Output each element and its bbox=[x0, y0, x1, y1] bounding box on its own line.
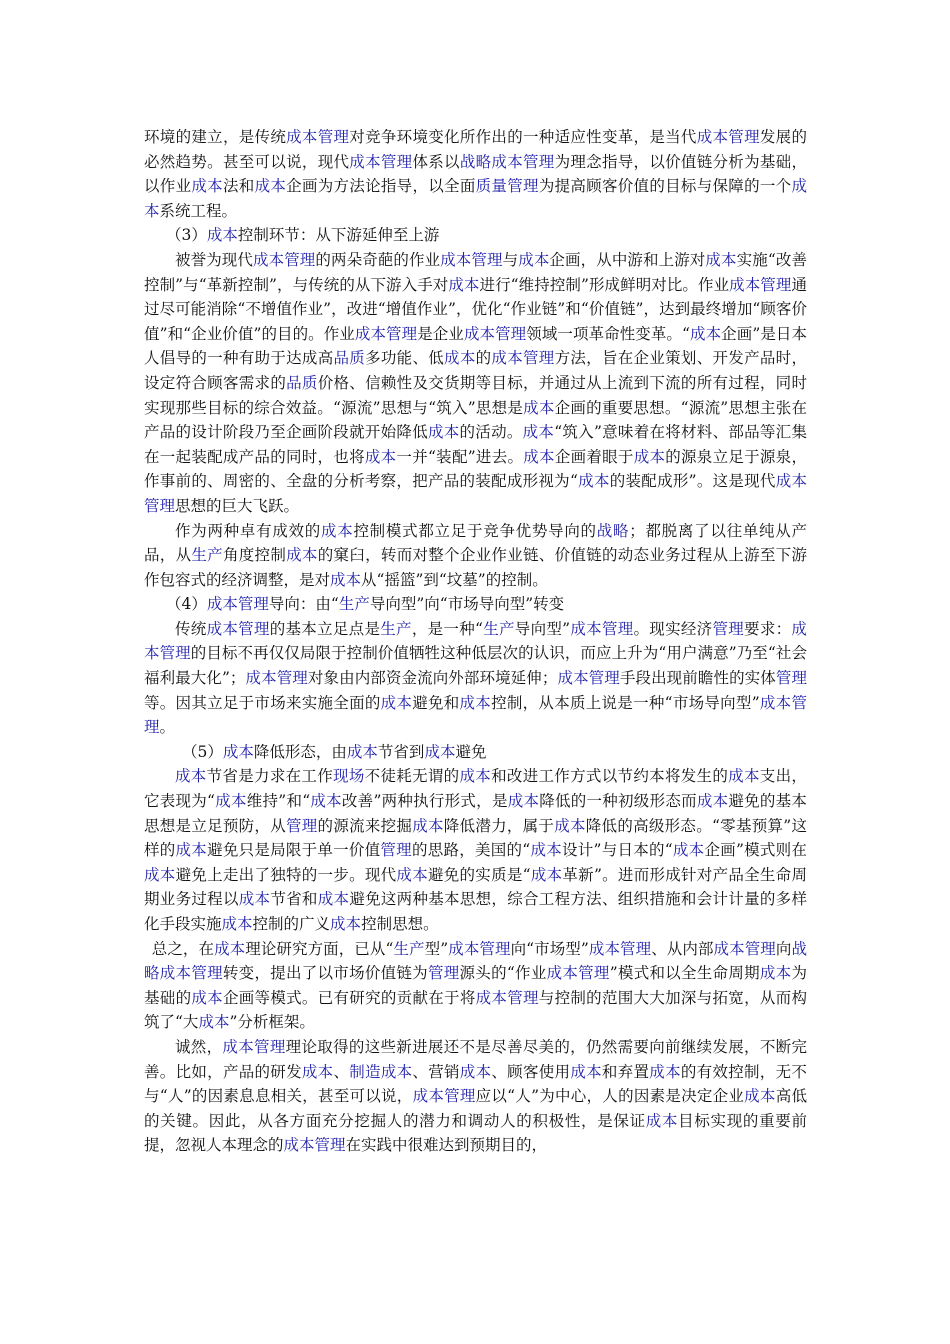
text-run: 环境的建立，是传统 bbox=[144, 128, 287, 146]
keyword-link[interactable]: 成本 bbox=[518, 250, 550, 269]
keyword-link[interactable]: 成本 bbox=[175, 841, 208, 860]
paragraph-p5 bbox=[144, 617, 807, 740]
text-run: “筑入”意味着在将材料、部品等汇集在一起装配成产品的同时，也将 bbox=[144, 423, 807, 466]
text-run: 实施“改善控制”与“革新控制”，与传统的从下游入手对 bbox=[144, 250, 807, 294]
keyword-link[interactable]: 成本管理 bbox=[440, 250, 503, 269]
text-run: ”模式和以全生命周期 bbox=[609, 964, 760, 983]
text-run: 被誉为现代 bbox=[175, 250, 253, 269]
keyword-link[interactable]: 战略 bbox=[144, 939, 807, 983]
text-run: 要求： bbox=[744, 619, 792, 638]
text-run: 的源流来挖掘 bbox=[317, 816, 413, 835]
paragraph-p2 bbox=[144, 248, 807, 519]
paragraph-p4 bbox=[144, 592, 807, 617]
text-run: （5） bbox=[182, 742, 223, 761]
text-run: 避免上走出了独特的一步。现代 bbox=[175, 865, 397, 884]
keyword-link[interactable]: 成本 bbox=[554, 816, 586, 835]
text-run: 控制的广义 bbox=[252, 915, 331, 933]
keyword-link[interactable]: 成本 bbox=[221, 915, 253, 933]
text-run: 的装配成形”。这是现代 bbox=[609, 472, 776, 491]
text-run: 不徒耗无谓的 bbox=[364, 767, 460, 786]
keyword-link[interactable]: 成本 bbox=[530, 865, 563, 884]
text-run: 革新”。进而形成针对产品全生命周期业务过程以 bbox=[144, 865, 807, 909]
text-run: 为提高顾客价值的目标与保障的一个 bbox=[538, 177, 792, 196]
keyword-link[interactable]: 成本 bbox=[198, 1013, 230, 1032]
text-run: 对象由内部资金流向外部环境延伸； bbox=[307, 669, 558, 688]
text-run: 控制环节：从下游延伸至上游 bbox=[237, 226, 440, 245]
text-run: 导向：由“ bbox=[268, 595, 339, 614]
text-run: 企画等模式。已有研究的贡献在于将 bbox=[222, 988, 476, 1007]
keyword-link[interactable]: 成本 bbox=[214, 939, 246, 958]
text-run: （3） bbox=[166, 226, 207, 245]
text-run: 避免的基本思想是立足预防，从 bbox=[144, 792, 807, 835]
keyword-link[interactable]: 成本 bbox=[459, 1062, 492, 1081]
text-run: 的思路，美国的“ bbox=[411, 841, 531, 860]
keyword-link[interactable]: 成本 bbox=[448, 275, 480, 294]
keyword-link[interactable]: 成本 bbox=[286, 546, 318, 565]
text-run: 对竞争环境变化所作出的一种适应性变革，是当代 bbox=[349, 128, 697, 146]
keyword-link[interactable]: 成本 bbox=[645, 1111, 679, 1130]
keyword-link[interactable]: 成本管理 bbox=[491, 349, 555, 368]
text-run: 控制思想。 bbox=[361, 915, 439, 933]
keyword-link[interactable]: 成本 bbox=[649, 1062, 681, 1081]
text-run: 降低的高级形态。“零基预算”这样的 bbox=[144, 816, 807, 860]
text-run: 与 bbox=[502, 250, 519, 269]
paragraph-p3 bbox=[144, 519, 807, 593]
text-run: 理论研究方面，已从“ bbox=[245, 939, 394, 958]
keyword-link[interactable]: 品质 bbox=[333, 349, 366, 368]
text-run: 目标实现的重要前提，忽视人本理念的 bbox=[144, 1111, 807, 1155]
keyword-link[interactable]: 成本 bbox=[427, 423, 460, 442]
text-run: 维持”和“ bbox=[246, 792, 311, 811]
keyword-link[interactable]: 成本 bbox=[310, 792, 342, 811]
keyword-link[interactable]: 成本管理 bbox=[546, 964, 610, 983]
keyword-link[interactable]: 成本管理 bbox=[412, 1087, 476, 1106]
text-run: 向 bbox=[775, 939, 792, 958]
text-run: 从“摇篮”到“坟墓”的控制。 bbox=[361, 570, 548, 589]
text-run: 节省到 bbox=[377, 742, 425, 761]
keyword-link[interactable]: 成本管理 bbox=[222, 1037, 286, 1056]
keyword-link[interactable]: 成本 bbox=[364, 447, 397, 466]
paragraph-p9 bbox=[144, 1035, 807, 1158]
keyword-link[interactable]: 成本 bbox=[523, 447, 555, 466]
keyword-link[interactable]: 质量管理 bbox=[475, 177, 539, 196]
text-run: 改善”两种执行形式，是 bbox=[341, 792, 508, 811]
keyword-link[interactable]: 成本管理 bbox=[588, 939, 652, 958]
text-run: 源头的“作业 bbox=[459, 964, 547, 983]
keyword-link[interactable]: 成本 bbox=[459, 693, 492, 712]
text-run: 系统工程。 bbox=[159, 201, 238, 220]
keyword-link[interactable]: 成本管理 bbox=[448, 939, 511, 958]
text-run: 降低潜力，属于 bbox=[443, 816, 555, 835]
keyword-link[interactable]: 成本管理 bbox=[253, 250, 316, 269]
text-run: 导向型” bbox=[514, 619, 571, 638]
keyword-link[interactable]: 成本 bbox=[689, 324, 722, 343]
keyword-link[interactable]: 成本 bbox=[144, 177, 807, 220]
keyword-link[interactable]: 成本管理 bbox=[696, 128, 760, 146]
text-run: 价格、信赖性及交货期等目标，并通过从上流到下流的所有过程，同时实现那些目标的综合效益。“源流”思想与“筑入”思想是 bbox=[144, 373, 807, 417]
text-run: 应以“人”为中心，人的因素是决定企业 bbox=[475, 1087, 745, 1106]
text-run: 在实践中很难达到预期目的， bbox=[345, 1136, 548, 1155]
text-run: 企画为方法论指导，以全面 bbox=[286, 177, 476, 196]
keyword-link[interactable]: 成本 bbox=[705, 250, 737, 269]
text-run: 诚然， bbox=[175, 1037, 223, 1056]
keyword-link[interactable]: 成本管理 bbox=[570, 619, 634, 638]
paragraph-p6 bbox=[144, 740, 807, 765]
text-run: 避免 bbox=[455, 742, 487, 761]
text-run: 降低形态，由 bbox=[253, 742, 347, 761]
text-run: 支出，它表现为“ bbox=[144, 767, 807, 811]
keyword-link[interactable]: 生产 bbox=[191, 546, 223, 565]
keyword-link[interactable]: 成本 bbox=[696, 792, 729, 811]
text-run: （4） bbox=[166, 595, 207, 614]
keyword-link[interactable]: 成本 bbox=[396, 865, 428, 884]
text-run: ，是一种“ bbox=[411, 619, 483, 638]
text-run: 进行“维持控制”形成鲜明对比。作业 bbox=[479, 275, 730, 294]
text-run: 和改进工作方式以节约本将发生的 bbox=[491, 767, 729, 786]
keyword-link[interactable]: 成本 bbox=[222, 742, 254, 761]
paragraph-p0 bbox=[144, 125, 807, 223]
keyword-link[interactable]: 成本 bbox=[412, 816, 444, 835]
text-run: 避免和 bbox=[412, 693, 460, 712]
keyword-link[interactable]: 制造成本 bbox=[349, 1062, 413, 1081]
text-run: 是企业 bbox=[417, 324, 464, 343]
keyword-link[interactable]: 管理 bbox=[712, 619, 745, 638]
keyword-link[interactable]: 生产 bbox=[338, 595, 370, 614]
keyword-link[interactable]: 成本 bbox=[238, 890, 271, 909]
paragraph-p8 bbox=[144, 937, 807, 1035]
document-page bbox=[144, 125, 807, 1158]
keyword-link[interactable]: 成本管理 bbox=[349, 152, 413, 171]
text-run: 多功能、低 bbox=[365, 349, 445, 368]
paragraph-p7 bbox=[144, 764, 807, 936]
text-run: 的目标不再仅仅局限于控制价值牺牲这种低层次的认识，而应上升为“用户满意”乃至“社会福利最大化”； bbox=[144, 644, 807, 688]
text-run: 的 bbox=[475, 349, 492, 368]
text-run: 导向型”向“市场导向型”转变 bbox=[369, 595, 565, 614]
keyword-link[interactable]: 成本管理 bbox=[206, 595, 269, 614]
text-run: 型” bbox=[424, 939, 449, 958]
keyword-link[interactable]: 品质 bbox=[286, 373, 318, 392]
text-run: 、顾客使用 bbox=[491, 1062, 571, 1081]
keyword-link[interactable]: 成本 bbox=[301, 1062, 334, 1081]
text-run: 节省是力求在工作 bbox=[206, 767, 334, 786]
text-run: 、营销 bbox=[412, 1062, 460, 1081]
keyword-link[interactable]: 成本 bbox=[380, 693, 413, 712]
keyword-link[interactable]: 成本管理 bbox=[283, 1136, 346, 1155]
text-run: 企画，从中游和上游对 bbox=[549, 250, 706, 269]
text-run: 避免的实质是“ bbox=[427, 865, 531, 884]
text-run: 领域一项革命性变革。“ bbox=[526, 324, 690, 343]
text-run: 总之，在 bbox=[151, 939, 215, 958]
keyword-link[interactable]: 成本 bbox=[459, 767, 492, 786]
text-run: 角度控制 bbox=[222, 546, 287, 565]
keyword-link[interactable]: 成本 bbox=[214, 792, 247, 811]
text-run: 手段出现前瞻性的实体 bbox=[619, 669, 776, 688]
keyword-link[interactable]: 成本 bbox=[522, 423, 555, 442]
keyword-link[interactable]: 成本 bbox=[424, 742, 456, 761]
text-run: 的基本立足点是 bbox=[269, 619, 381, 638]
text-run: 和弃置 bbox=[601, 1062, 650, 1081]
keyword-link[interactable]: 成本 bbox=[191, 177, 223, 196]
text-run: 为基础的 bbox=[144, 964, 807, 1007]
text-run: 与控制的范围大大加深与拓宽，从而构筑了“大 bbox=[144, 988, 807, 1032]
keyword-link[interactable]: 成本 bbox=[317, 890, 350, 909]
text-run: 避免这两种基本思想，综合工程方法、组织措施和会计计量的多样化手段实施 bbox=[144, 890, 807, 933]
text-run: 的窠臼，转而对整个企业作业链、价值链的动态业务过程从上游至下游作包容式的经济调整，是对 bbox=[144, 546, 807, 589]
keyword-link[interactable]: 成本 bbox=[577, 472, 610, 491]
keyword-link[interactable]: 成本管理 bbox=[245, 669, 308, 688]
text-run: 高低的关键。因此，从各方面充分挖掘人的潜力和调动人的积极性，是保证 bbox=[144, 1087, 807, 1130]
keyword-link[interactable]: 成本管理 bbox=[491, 152, 555, 171]
text-run: 、从内部 bbox=[651, 939, 714, 958]
keyword-link[interactable]: 成本 bbox=[633, 447, 666, 466]
text-run: 传统 bbox=[175, 619, 207, 638]
text-run: 的有效控制，无不与“人”的因素息息相关，甚至可以说， bbox=[144, 1062, 807, 1106]
text-run: 设计”与日本的“ bbox=[561, 841, 673, 860]
keyword-link[interactable]: 成本 bbox=[523, 398, 555, 417]
keyword-link[interactable]: 成本管理 bbox=[713, 939, 776, 958]
text-run: 、 bbox=[333, 1062, 350, 1081]
text-run: ；都脱离了以往单纯从产品，从 bbox=[144, 521, 807, 565]
keyword-link[interactable]: 管理 bbox=[285, 816, 318, 835]
keyword-link[interactable]: 成本管理 bbox=[463, 324, 527, 343]
keyword-link[interactable]: 成本 bbox=[254, 177, 287, 196]
text-run: 。现实经济 bbox=[633, 619, 713, 638]
keyword-link[interactable]: 生产 bbox=[380, 619, 412, 638]
text-run: 节省和 bbox=[270, 890, 318, 909]
keyword-link[interactable]: 成本 bbox=[759, 964, 792, 983]
keyword-link[interactable]: 成本 bbox=[330, 570, 362, 589]
keyword-link[interactable]: 管理 bbox=[775, 669, 807, 688]
text-run: 控制模式都立足于竞争优势导向的 bbox=[353, 521, 597, 540]
keyword-link[interactable]: 现场 bbox=[333, 767, 365, 786]
keyword-link[interactable]: 成本 bbox=[330, 915, 362, 933]
keyword-link[interactable]: 成本管理 bbox=[557, 669, 620, 688]
text-run: ”分析框架。 bbox=[229, 1013, 315, 1032]
text-run: 向“市场型” bbox=[510, 939, 589, 958]
text-run: 为理念指导，以价值链分析为基础，以作业 bbox=[144, 152, 807, 196]
text-run: 作为两种卓有成效的 bbox=[175, 521, 321, 540]
keyword-link[interactable]: 成本 bbox=[507, 792, 540, 811]
text-run: 发展的必然趋势。甚至可以说，现代 bbox=[144, 128, 807, 171]
keyword-link[interactable]: 成本管理 bbox=[729, 275, 792, 294]
keyword-link[interactable]: 成本 bbox=[144, 865, 176, 884]
text-run: 控制，从本质上说是一种“市场导向型” bbox=[491, 693, 760, 712]
keyword-link[interactable]: 成本管理 bbox=[144, 619, 807, 663]
keyword-link[interactable]: 战略 bbox=[459, 152, 492, 171]
keyword-link[interactable]: 管理 bbox=[380, 841, 412, 860]
keyword-link[interactable]: 成本 bbox=[444, 349, 476, 368]
keyword-link[interactable]: 成本 bbox=[728, 767, 760, 786]
text-run: 企画”是日本人倡导的一种有助于达成高 bbox=[144, 324, 807, 368]
text-run: 法和 bbox=[222, 177, 255, 196]
keyword-link[interactable]: 成本管理 bbox=[144, 693, 807, 737]
text-run: 的源泉立足于源泉，作事前的、周密的、全盘的分析考察，把产品的装配成形视为“ bbox=[144, 447, 807, 491]
text-run: 。 bbox=[159, 718, 176, 737]
keyword-link[interactable]: 成本 bbox=[530, 841, 562, 860]
keyword-link[interactable]: 管理 bbox=[427, 964, 460, 983]
paragraph-p1 bbox=[144, 223, 807, 248]
text-run: 降低的一种初级形态而 bbox=[539, 792, 697, 811]
text-run: 思想的巨大飞跃。 bbox=[175, 496, 300, 515]
text-run: 转变，提出了以市场价值链为 bbox=[222, 964, 428, 983]
keyword-link[interactable]: 成本 bbox=[570, 1062, 602, 1081]
text-run: 一并“装配”进去。 bbox=[396, 447, 524, 466]
keyword-link[interactable]: 成本管理 bbox=[286, 128, 350, 146]
keyword-link[interactable]: 成本管理 bbox=[206, 619, 270, 638]
keyword-link[interactable]: 成本 bbox=[321, 521, 354, 540]
text-run: 体系以 bbox=[412, 152, 460, 171]
text-run: 的活动。 bbox=[459, 423, 523, 442]
keyword-link[interactable]: 成本 bbox=[191, 988, 223, 1007]
keyword-link[interactable]: 成本管理 bbox=[475, 988, 539, 1007]
keyword-link[interactable]: 成本管理 bbox=[144, 472, 807, 515]
keyword-link[interactable]: 生产 bbox=[393, 939, 425, 958]
keyword-link[interactable]: 成本 bbox=[206, 226, 238, 245]
keyword-link[interactable]: 生产 bbox=[482, 619, 515, 638]
text-run: 通过尽可能消除“不增值作业”，改进“增值作业”，优化“作业链”和“价值链”，达到最终增加“顾客价值”和“企业价值”的目的。作业 bbox=[144, 275, 807, 343]
keyword-link[interactable]: 成本 bbox=[175, 767, 207, 786]
keyword-link[interactable]: 成本管理 bbox=[159, 964, 223, 983]
keyword-link[interactable]: 成本管理 bbox=[354, 324, 418, 343]
keyword-link[interactable]: 成本 bbox=[346, 742, 378, 761]
text-run: 企画”模式则在 bbox=[704, 841, 807, 860]
text-run: 企画的重要思想。“源流”思想主张在产品的设计阶段乃至企画阶段就开始降低 bbox=[144, 398, 807, 442]
keyword-link[interactable]: 成本 bbox=[744, 1087, 776, 1106]
text-run: 理论取得的这些新进展还不是尽善尽美的，仍然需要向前继续发展，不断完善。比如，产品的研发 bbox=[144, 1037, 807, 1081]
text-run: 企画着眼于 bbox=[554, 447, 634, 466]
keyword-link[interactable]: 战略 bbox=[596, 521, 630, 540]
keyword-link[interactable]: 成本 bbox=[672, 841, 705, 860]
text-run: 的两朵奇葩的作业 bbox=[315, 250, 441, 269]
text-run: 方法，旨在企业策划、开发产品时，设定符合顾客需求的 bbox=[144, 349, 807, 392]
text-run: 等。因其立足于市场来实施全面的 bbox=[144, 693, 381, 712]
text-run: 避免只是局限于单一价值 bbox=[207, 841, 381, 860]
